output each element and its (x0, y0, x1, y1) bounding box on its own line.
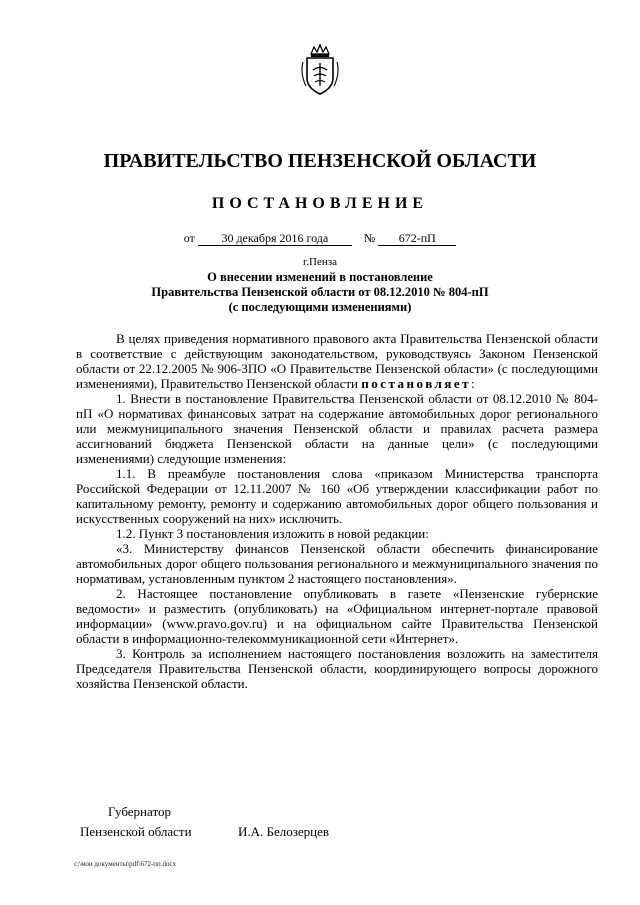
paragraph-3: 3. Контроль за исполнением настоящего постановления возложить на заместителя Председателя Правительства Пензенской области, координирующего вопросы дорожного хозяйства Пензенской области. (76, 646, 598, 691)
document-body (76, 331, 598, 691)
decree-word: постановляет (361, 376, 472, 391)
paragraph-1-2-quote: «3. Министерству финансов Пензенской области обеспечить финансирование автомобильных дорог общего пользования регионального и межмуниципального значения по нормативам, установленным пунктом 2 настоящего постановления». (76, 541, 598, 586)
decree-colon: : (471, 376, 475, 391)
number-sign: № (363, 231, 376, 245)
document-type: ПОСТАНОВЛЕНИЕ (211, 195, 429, 212)
paragraph-1-1: 1.1. В преамбуле постановления слова «приказом Министерства транспорта Российской Федерации от 12.11.2007 № 160 «Об утверждении классификации работ по капитальному ремонту, ремонту и содержанию автомобильных дорог общего пользования и искусственных сооружений на них» исключить. (76, 466, 598, 526)
city: г.Пенза (303, 256, 337, 268)
signature-block (80, 802, 330, 842)
organization-title: ПРАВИТЕЛЬСТВО ПЕНЗЕНСКОЙ ОБЛАСТИ (103, 150, 537, 172)
subject-line: Правительства Пензенской области от 08.12.2010 № 804-пП (151, 285, 489, 299)
preamble-text: В целях приведения нормативного правового акта Правительства Пензенской области в соответствие с действующим законодательством, руководствуясь Законом Пензенской области от 22.12.2005 № 906-ЗПО «О Правительстве Пензенской области» (с последующими изменениями), Правительство Пензенской области (76, 331, 598, 391)
signatory-role: Губернатор (108, 804, 171, 819)
paragraph-1-2: 1.2. Пункт 3 постановления изложить в новой редакции: (116, 526, 429, 541)
document-subject (0, 270, 640, 315)
subject-line: О внесении изменений в постановление (207, 270, 433, 284)
signatory-region: Пензенской области (80, 824, 192, 839)
preamble-paragraph (76, 331, 598, 391)
subject-line: (с последующими изменениями) (228, 300, 412, 314)
signatory-name: И.А. Белозерцев (238, 824, 330, 839)
document-date: 30 декабря 2016 года (198, 231, 352, 246)
paragraph-1: 1. Внести в постановление Правительства Пензенской области от 08.12.2010 № 804-пП «О нормативах финансовых затрат на содержание автомобильных дорог регионального или межмуниципального значения Пензенской области и правилах расчета размера ассигнований бюджета Пензенской области на данные цели» (с последующими изменениями) следующие изменения: (76, 391, 598, 466)
date-number-line (0, 231, 640, 246)
date-prefix: от (183, 231, 195, 245)
file-path: c:\мои документы\pdf\672-пп.docx (74, 860, 177, 868)
document-number: 672-пП (378, 231, 456, 246)
penza-coat-of-arms-icon (297, 44, 343, 96)
paragraph-2: 2. Настоящее постановление опубликовать в газете «Пензенские губернские ведомости» и разместить (опубликовать) на «Официальном интернет-портале правовой информации» (www.pravo.gov.ru) и на официальном сайте Правительства Пензенской области в информационно-телекоммуникационной сети «Интернет». (76, 586, 598, 646)
